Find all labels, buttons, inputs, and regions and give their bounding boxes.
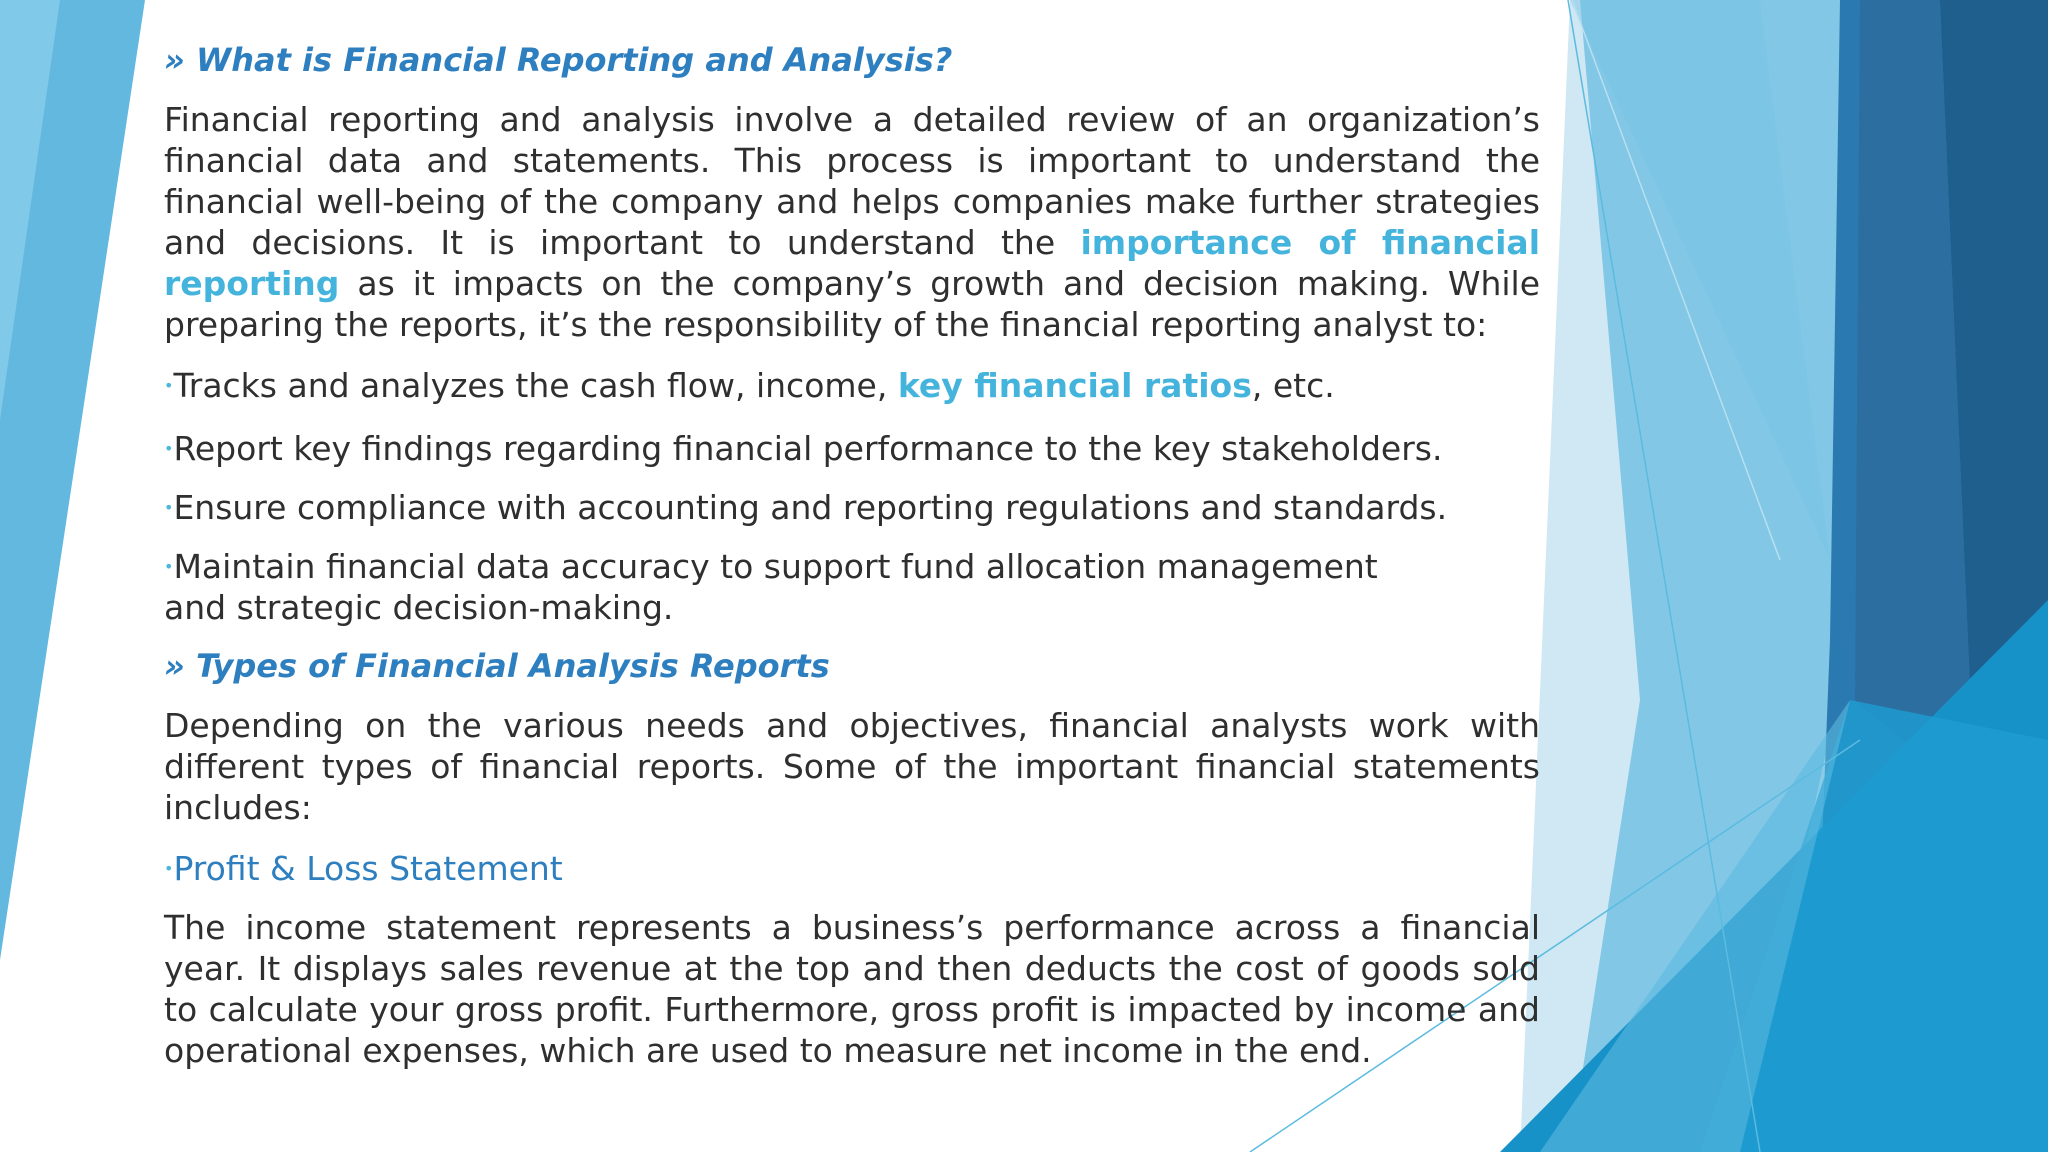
heading-types-of-reports: » Types of Financial Analysis Reports: [164, 647, 830, 685]
bullet-item-report-findings: [164, 428, 1540, 469]
bullet-item-data-accuracy: [164, 546, 1424, 628]
key-financial-ratios-link[interactable]: key financial ratios: [897, 366, 1252, 405]
bullet-item-ensure-compliance: [164, 487, 1540, 528]
bullet-dot: •: [164, 859, 174, 878]
intro-paragraph: [164, 99, 1540, 345]
bullet-dot: •: [164, 557, 174, 576]
importance-of-financial-reporting-link[interactable]: importance of financial reporting: [164, 223, 1540, 303]
bullet-dot: •: [164, 439, 174, 458]
bullet-dot: •: [164, 376, 174, 395]
bullet-item-profit-loss: [164, 848, 1540, 889]
bullet-dot: •: [164, 498, 174, 517]
types-intro-paragraph: Depending on the various needs and objectives, financial analysts work with different types of financial reports. Some of the important financial statements includes:: [164, 706, 1540, 827]
heading-what-is-financial-reporting: » What is Financial Reporting and Analysis?: [164, 41, 953, 79]
bullet1-text-part1: Tracks and analyzes the cash flow, income,: [173, 366, 898, 405]
bullet4-text: Maintain financial data accuracy to support fund allocation management and strategic decision-making.: [164, 547, 1378, 627]
intro-text-part2: as it impacts on the company’s growth and decision making. While preparing the reports, it’s the responsibility of the financial reporting analyst to:: [164, 264, 1540, 344]
income-statement-paragraph: The income statement represents a business’s performance across a financial year. It displays sales revenue at the top and then deducts the cost of goods sold to calculate your gross profit. Furthermore, gross profit is impacted by income and operational expenses, which are used to measure net income in the end.: [164, 908, 1540, 1070]
slide-content: [164, 40, 1540, 1091]
bullet1-text-part2: , etc.: [1251, 366, 1335, 405]
profit-loss-statement-label: Profit & Loss Statement: [173, 849, 563, 888]
bullet3-text: Ensure compliance with accounting and reporting regulations and standards.: [173, 488, 1448, 527]
bullet2-text: Report key findings regarding financial performance to the key stakeholders.: [173, 429, 1443, 468]
intro-text-part1: Financial reporting and analysis involve a detailed review of an organization’s financial data and statements. This process is important to understand the financial well-being of the company and helps companies make further strategies and decisions. It is important to understand the: [164, 100, 1540, 262]
bullet-item-cash-flow: [164, 365, 1540, 406]
